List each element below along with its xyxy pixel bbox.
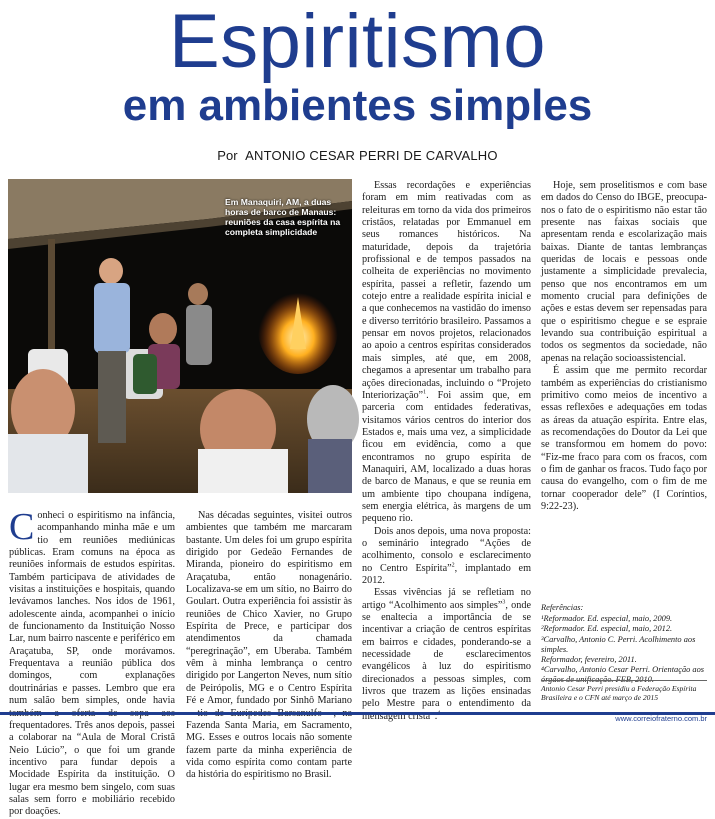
article-subtitle: em ambientes simples — [122, 81, 593, 130]
photo-caption: Em Manaquiri, AM, a duas horas de barco de Manaus: reuniões da casa espírita na completa simplicidade — [225, 197, 341, 237]
footnote-marker-1: 1 — [423, 389, 427, 396]
column-3 — [362, 180, 532, 722]
paragraph-2: Nas décadas seguintes, visitei outros ambientes que também me marcaram bastante. Um deles foi um grupo espírita dirigido por Gedeão Fernandes de Miranda, pioneiro do espiritismo em Araçatuba, então nonagenário. Localizava-se em um sítio, no Bairro do Goulart. Outra experiência foi assistir às reuniões de Chico Xavier, no Grupo Espírita de Prece, e participar dos atendimentos da chamada “peregrinação”, em Uberaba. Também vêm à minha lembrança o centro dirigido por Langerton Neves, num sítio de Peirópolis, MG e o Centro Espírita Fé e Amor, fundado por Sinhô Mariano – tio de Eurípedes Barsanulfo –, na Fazenda Santa Maria, em Sacramento, MG. Esses e outros locais não somente fazem parte da minha experiência de vida como espírita como contam parte da história do espiritismo no Brasil. — [186, 510, 352, 781]
footnote-marker-3: 3 — [502, 599, 506, 606]
paragraph-7: É assim que me permito recordar também as experiências do cristianismo primitivo como meios de incentivo a essas reflexões e adequações em todas as áreas da atuação espírita. Entre elas, as recomendações do Doutor da Lei que se transformou em homem do povo: “Fiz-me fraco para com os fracos, com o fim de ganhar os fracos. Tudo faço por causa do evangelho, com o fim de me tornar cooperador dele” (I Coríntios, 9:22-23). — [541, 365, 707, 512]
paragraph-1 — [9, 506, 175, 819]
paragraph-3 — [362, 180, 531, 526]
column-4 — [541, 180, 707, 598]
byline-prefix: Por — [217, 148, 238, 163]
reference-item: ¹Reformador. Ed. especial, maio, 2009. — [541, 614, 673, 624]
references — [541, 603, 707, 686]
reference-item: Reformador, fevereiro, 2011. — [541, 655, 637, 665]
paragraph-1-text: onheci o espiritismo na infância, acompanhando minha mãe e um tio em reuniões mediúnicas públicas. Eram comuns na época as reuniões informais de estudos espíritas. Também participava de atividades de visitas a instituições e hospitais, quando levávamos lanches. Nos idos de 1961, adolescente ainda, acompanhei o início de funcionamento da Instituição Nosso Lar, num bairro nascente e periférico em Araçatuba, SP, onde morávamos. Frequentava a reunião pública dos domingos, com explanações doutrinárias e passes. Lembro que era num salão bem simples, onde havia também a oferta de sopa aos frequentadores. Três anos depois, passei a colaborar na “Aula de Moral Cristã Neio Lúcio”, o que foi um grande incentivo para fundar depois a Mocidade Espírita da instituição. O lugar era mesmo bem singelo, com suas salas sem forro e mobiliário recebido por doações. — [9, 510, 175, 818]
paragraph-5-text-a: Essas vivências já se refletiam no artigo “Acolhimento aos simples” — [362, 587, 531, 611]
column-1 — [9, 506, 175, 818]
paragraph-5 — [362, 587, 531, 723]
footer-rule — [0, 712, 715, 715]
reference-item: ³Carvalho, Antonio C. Perri. Acolhimento aos simples. — [541, 634, 696, 654]
bio-divider — [541, 680, 707, 681]
paragraph-3-text-b: . Foi assim que, em parceria com entidades federativas, visitamos vários centros do interior dos Estados e, mais uma vez, a simplicidade ficou em evidência, como a que encontramos no grupo espírita de Manaquiri, AM, localizado a duas horas de barco de Manaus, e que se reunia em um ambiente tipo choupana indígena, sem energia elétrica, às margens de um pequeno rio. — [362, 389, 531, 525]
reference-item: ²Reformador. Ed. especial, maio, 2012. — [541, 624, 673, 634]
footer-url[interactable]: www.correiofraterno.com.br — [615, 714, 707, 723]
paragraph-4-text-a: Dois anos depois, uma nova proposta: o seminário integrado “Ações de acolhimento, consolo e esclarecimento no Centro Espírita” — [362, 525, 531, 574]
reference-item: ⁴Carvalho, Antonio Cesar Perri. Orientação aos órgãos de unificação. FEB, 2010. — [541, 665, 705, 685]
drop-cap: C — [9, 506, 35, 548]
author-name: ANTONIO CESAR PERRI DE CARVALHO — [245, 148, 498, 163]
footnote-marker-2: 2 — [451, 562, 455, 569]
paragraph-3-text-a: Essas recordações e experiências foram em mim reativadas com as releituras em torno da vida dos primeiros cristãos, relatadas por Emmanuel em seus romances históricos. Na maturidade, depois da trajetória profissional e de tempos passados na colheita de experiências no movimento espírita, passei a refletir, fazendo um cotejo entre a realidade espírita inicial e a que conhecemos na vastidão do imenso e diverso território brasileiro. Passamos a pensar em novos projetos, relacionados ao apoio a centros espíritas considerados mais simples, até que, em 2008, chegamos a apresentar um trabalho para ações direcionadas, incluindo o “Projeto Interiorização” — [362, 180, 531, 401]
column-2 — [186, 510, 352, 781]
paragraph-5-text-b: , onde se enaltecia a importância de se incentivar a criação de centros espíritas em bairros e cidades, ponderando-se a necessidade de esclarecimentos evangélicos à luz do espiritismo direcionados a pessoas simples, com livros que trazem as lições ensinadas pelo Mestre para o entendimento da mensagem cristã”. — [362, 599, 531, 722]
article-title: Espiritismo — [168, 0, 547, 84]
footnote-marker-4: 4 — [437, 710, 441, 717]
references-heading: Referências: — [541, 603, 584, 612]
byline — [0, 148, 715, 163]
paragraph-6: Hoje, sem proselitismos e com base em dados do Censo do IBGE, preocupa-nos o fato de o espiritismo não estar tão presente nas faixas sociais que apresentam renda e escolarização mais baixas. Diante de tantas lembranças queridas de locais e pessoas onde justamente a simplicidade prevalecia, penso que nos encontramos em um momento crucial para definições de ações e estas devem ser repensadas para que o espiritismo chegue e se espraie levando sua contribuição espiritual a todos os segmentos da sociedade, não apenas na relação socioassistencial. — [541, 180, 707, 364]
paragraph-4 — [362, 526, 531, 588]
author-bio: Antonio Cesar Perri presidiu a Federação Espírita Brasileira e o CFN até março de 2015 — [541, 684, 697, 703]
paragraph-4-text-b: , implantado em 2012. — [362, 562, 532, 586]
